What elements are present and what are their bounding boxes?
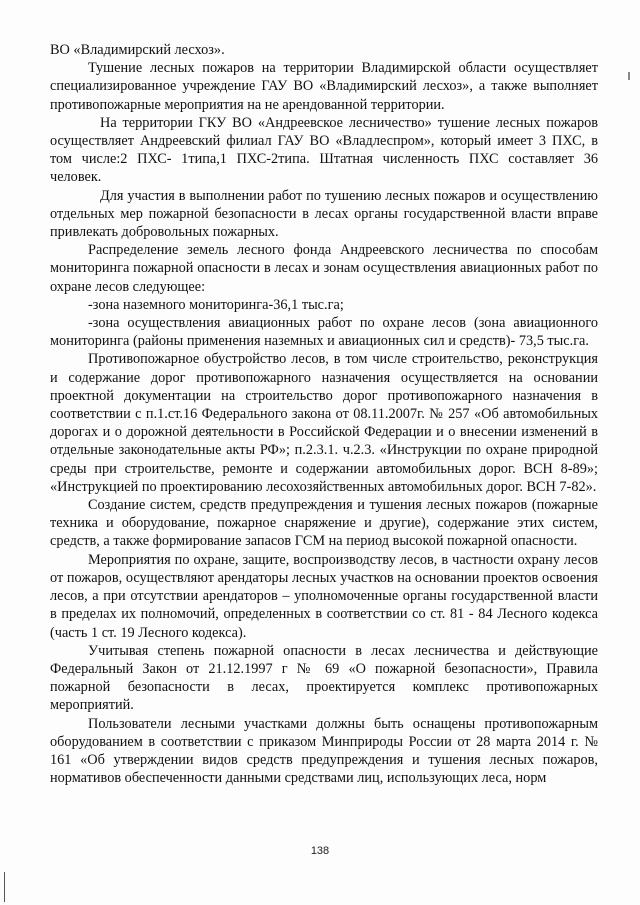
paragraph-monitoring-distribution: Распределение земель лесного фонда Андреевского лесничества по способам мониторинга пожарной опасности в лесах и зонам осуществления авиационных работ по охране лесов следующее: — [50, 242, 598, 295]
paragraph-continuation: ВО «Владимирский лесхоз». — [50, 42, 225, 58]
paragraph-volunteer-firefighters: Для участия в выполнении работ по тушению лесных пожаров и осуществлению отдельных мер пожарной безопасности в лесах органы государственной власти вправе привлекать добровольных пожарных. — [50, 187, 598, 241]
paragraph-systems-creation: Создание систем, средств предупреждения и тушения лесных пожаров (пожарные техника и оборудование, пожарное снаряжение и другие), содержание этих систем, средств, а также формирование запасов ГСМ на период высокой пожарной опасности. — [50, 497, 598, 550]
document-body — [50, 41, 598, 787]
list-item-ground-monitoring: -зона наземного мониторинга-36,1 тыс.га; — [88, 296, 344, 313]
paragraph-fire-suppression: Тушение лесных пожаров на территории Владимирской области осуществляет специализированное учреждение ГАУ ВО «Владимирский лесхоз», а также выполняет противопожарные мероприятия на не арендованной территории. — [50, 60, 598, 113]
page-number: 138 — [310, 845, 330, 857]
paragraph-forest-users-equipment: Пользователи лесными участками должны быть оснащены противопожарным оборудованием в соответствии с приказом Минприроды России от 28 марта 2014 г. № 161 «Об утверждении видов средств предупреждения и тушения лесных пожаров, нормативов обеспеченности данными средствами лиц, использующих леса, норм — [50, 715, 598, 787]
paragraph-forest-protection: Мероприятия по охране, защите, воспроизводству лесов, в частности охрану лесов от пожаров, осуществляют арендаторы лесных участков на основании проектов освоения лесов, а при отсутствии арендаторов – уполномоченные органы государственной власти в пределах их полномочий, определенных в соответствии со ст. 81 - 84 Лесного кодекса (часть 1 ст. 19 Лесного кодекса). — [50, 551, 598, 641]
paragraph-andreevskoe-territory: На территории ГКУ ВО «Андреевское лесничество» тушение лесных пожаров осуществляет Андреевский филиал ГАУ ВО «Владлеспром», который имеет 3 ПХС, в том числе:2 ПХС- 1типа,1 ПХС-2типа. Штатная численность ПХС составляет 36 человек. — [50, 114, 598, 186]
scan-mark-right — [628, 72, 630, 80]
scan-mark-bottom-left — [4, 872, 5, 902]
paragraph-fire-danger-law: Учитывая степень пожарной опасности в лесах лесничества и действующие Федеральный Закон от 21.12.1997 г № 69 «О пожарной безопасности», Правила пожарной безопасности в лесах, проектируется комплекс противопожарных мероприятий. — [50, 642, 598, 714]
paragraph-fire-prevention-roads: Противопожарное обустройство лесов, в том числе строительство, реконструкция и содержание дорог противопожарного назначения осуществляется на основании проектной документации на строительство дорог противопожарного назначения в соответствии с п.1.ст.16 Федерального закона от 08.11.2007г. № 257 «Об автомобильных дорогах и о дорожной деятельности в Российской Федерации и о внесении изменений в отдельные законодательные акты РФ»; п.2.3.1. ч.2.3. «Инструкции по охране природной среды при строительстве, ремонте и содержании автомобильных дорог. ВСН 8-89»; «Инструкцией по проектированию лесохозяйственных автомобильных дорог. ВСН 7-82». — [50, 351, 598, 495]
list-item-aviation-zone: -зона осуществления авиационных работ по охране лесов (зона авиационного мониторинга (районы применения наземных и авиационных сил и средств)- 73,5 тыс.га. — [50, 315, 598, 350]
